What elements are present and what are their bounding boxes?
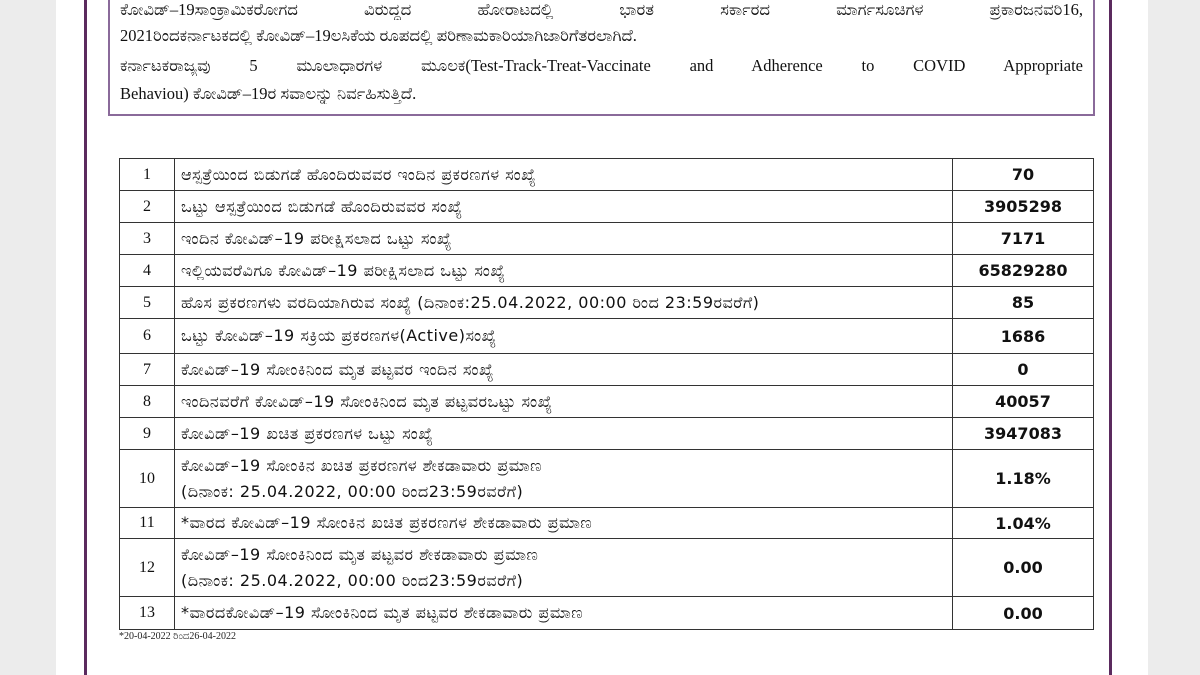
- row-description-line1: ಒಟ್ಟು ಆಸ್ಪತ್ರೆಯಿಂದ ಬಿಡುಗಡೆ ಹೊಂದಿರುವವರ ಸಂಖ್ಯೆ: [181, 196, 463, 216]
- table-row: [120, 223, 1094, 255]
- row-number: 7: [120, 354, 175, 386]
- row-value: 3947083: [953, 418, 1094, 450]
- row-number: 1: [120, 159, 175, 191]
- table-row: [120, 319, 1094, 354]
- row-description-line2: (ದಿನಾಂಕ: 25.04.2022, 00:00 ರಿಂದ23:59ರವರೆಗೆ): [181, 570, 524, 590]
- row-description: [175, 191, 953, 223]
- intro-box: [108, 0, 1095, 116]
- row-description: [175, 255, 953, 287]
- table-row: [120, 597, 1094, 630]
- row-description: [175, 287, 953, 319]
- row-number: 12: [120, 539, 175, 597]
- page-border-right: [1109, 0, 1112, 675]
- row-description: [175, 319, 953, 354]
- footnote: *20-04-2022 ರಿಂದ26-04-2022: [119, 631, 236, 642]
- table-row: [120, 450, 1094, 508]
- row-value: 85: [953, 287, 1094, 319]
- covid-stats-table: [119, 158, 1094, 630]
- row-number: 6: [120, 319, 175, 354]
- row-description-line1: ಹೊಸ ಪ್ರಕರಣಗಳು ವರದಿಯಾಗಿರುವ ಸಂಖ್ಯೆ (ದಿನಾಂಕ:25.04.2022, 00:00 ರಿಂದ 23:59ರವರೆಗೆ): [181, 292, 760, 312]
- row-description-line1: *ವಾರದಕೋವಿಡ್–19 ಸೋಂಕಿನಿಂದ ಮೃತ ಪಟ್ಟವರ ಶೇಕಡಾವಾರು ಪ್ರಮಾಣ: [181, 603, 584, 622]
- row-description-line1: ಇಲ್ಲಿಯವರೆವಿಗೂ ಕೋವಿಡ್–19 ಪರೀಕ್ಷಿಸಲಾದ ಒಟ್ಟು ಸಂಖ್ಯೆ: [181, 260, 506, 280]
- left-margin: [0, 0, 56, 675]
- row-number: 4: [120, 255, 175, 287]
- row-number: 9: [120, 418, 175, 450]
- row-number: 13: [120, 597, 175, 630]
- intro-line-2: 2021ರಿಂದಕರ್ನಾಟಕದಲ್ಲಿ ಕೋವಿಡ್‌–19ಲಸಿಕೆಯ ರೂಪದಲ್ಲಿ ಪರಿಣಾಮಕಾರಿಯಾಗಿಜಾರಿಗೆತರಲಾಗಿದೆ.: [120, 26, 637, 45]
- row-description-line1: ಇಂದಿನ ಕೋವಿಡ್–19 ಪರೀಕ್ಷಿಸಲಾದ ಒಟ್ಟು ಸಂಖ್ಯೆ: [181, 228, 452, 248]
- row-value: 70: [953, 159, 1094, 191]
- row-description-line1: ಆಸ್ಪತ್ರೆಯಿಂದ ಬಿಡುಗಡೆ ಹೊಂದಿರುವವರ ಇಂದಿನ ಪ್ರಕರಣಗಳ ಸಂಖ್ಯೆ: [181, 164, 537, 184]
- row-description-line1: ಕೋವಿಡ್–19 ಸೋಂಕಿನ ಖಚಿತ ಪ್ರಕರಣಗಳ ಶೇಕಡಾವಾರು ಪ್ರಮಾಣ: [181, 455, 542, 475]
- table-row: [120, 255, 1094, 287]
- row-description: [175, 354, 953, 386]
- row-description-line1: ಕೋವಿಡ್–19 ಸೋಂಕಿನಿಂದ ಮೃತ ಪಟ್ಟವರ ಇಂದಿನ ಸಂಖ್ಯೆ: [181, 359, 494, 379]
- table-row: [120, 287, 1094, 319]
- row-value: 1.18%: [953, 450, 1094, 508]
- right-margin: [1148, 0, 1200, 675]
- row-description: [175, 539, 953, 597]
- row-description: [175, 386, 953, 418]
- row-description-line2: (ದಿನಾಂಕ: 25.04.2022, 00:00 ರಿಂದ23:59ರವರೆಗೆ): [181, 481, 524, 501]
- row-value: 1686: [953, 319, 1094, 354]
- row-description: [175, 418, 953, 450]
- row-description-line1: ಕೋವಿಡ್–19 ಸೋಂಕಿನಿಂದ ಮೃತ ಪಟ್ಟವರ ಶೇಕಡಾವಾರು ಪ್ರಮಾಣ: [181, 544, 539, 564]
- table-row: [120, 191, 1094, 223]
- row-description: [175, 450, 953, 508]
- intro-line-4: Behaviou) ಕೋವಿಡ್‌–19ರ ಸವಾಲನ್ನು ನಿರ್ವಹಿಸುತ್ತಿದೆ.: [120, 84, 417, 103]
- row-value: 65829280: [953, 255, 1094, 287]
- row-number: 11: [120, 508, 175, 539]
- row-number: 5: [120, 287, 175, 319]
- table-row: [120, 508, 1094, 539]
- row-description-line1: ಇಂದಿನವರೆಗೆ ಕೋವಿಡ್–19 ಸೋಂಕಿನಿಂದ ಮೃತ ಪಟ್ಟವರಒಟ್ಟು ಸಂಖ್ಯೆ: [181, 391, 553, 411]
- table-row: [120, 539, 1094, 597]
- row-value: 0: [953, 354, 1094, 386]
- row-number: 2: [120, 191, 175, 223]
- row-number: 10: [120, 450, 175, 508]
- row-value: 1.04%: [953, 508, 1094, 539]
- row-description: [175, 597, 953, 630]
- table-row: [120, 418, 1094, 450]
- table-row: [120, 354, 1094, 386]
- row-value: 7171: [953, 223, 1094, 255]
- row-value: 0.00: [953, 597, 1094, 630]
- table-row: [120, 386, 1094, 418]
- row-value: 0.00: [953, 539, 1094, 597]
- row-description: [175, 223, 953, 255]
- row-description: [175, 508, 953, 539]
- row-value: 40057: [953, 386, 1094, 418]
- row-value: 3905298: [953, 191, 1094, 223]
- page-border-left: [84, 0, 87, 675]
- row-number: 3: [120, 223, 175, 255]
- intro-line-3: ಕರ್ನಾಟಕರಾಜ್ಯವು 5 ಮೂಲಾಧಾರಗಳ ಮೂಲಕ(Test-Track-Treat-Vaccinate and Adherence to COVID Appropriate: [120, 56, 1083, 75]
- row-description-line1: ಒಟ್ಟು ಕೋವಿಡ್–19 ಸಕ್ರಿಯ ಪ್ರಕರಣಗಳ(Active)ಸಂಖ್ಯೆ: [181, 326, 497, 345]
- row-number: 8: [120, 386, 175, 418]
- row-description-line1: ಕೋವಿಡ್–19 ಖಚಿತ ಪ್ರಕರಣಗಳ ಒಟ್ಟು ಸಂಖ್ಯೆ: [181, 423, 434, 443]
- row-description-line1: *ವಾರದ ಕೋವಿಡ್–19 ಸೋಂಕಿನ ಖಚಿತ ಪ್ರಕರಣಗಳ ಶೇಕಡಾವಾರು ಪ್ರಮಾಣ: [181, 513, 593, 532]
- intro-line-1: ಕೋವಿಡ್‌–19ಸಾಂಕ್ರಾಮಿಕರೋಗದ ವಿರುದ್ಧದ ಹೋರಾಟದಲ್ಲಿ ಭಾರತ ಸರ್ಕಾರದ ಮಾರ್ಗಸೂಚಿಗಳ ಪ್ರಕಾರಜನವರಿ16,: [120, 0, 1083, 19]
- table-row: [120, 159, 1094, 191]
- row-description: [175, 159, 953, 191]
